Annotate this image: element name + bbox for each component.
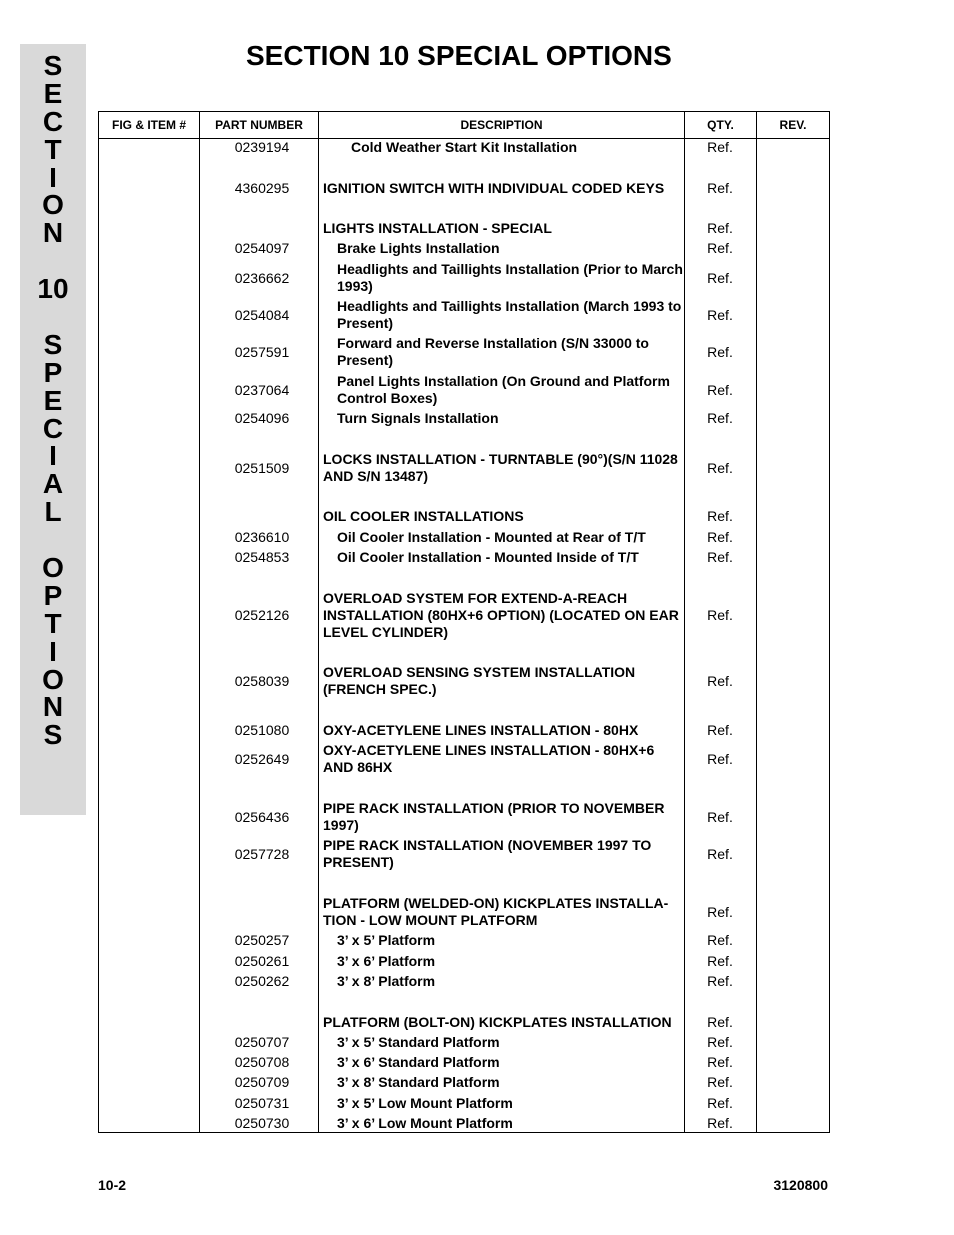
row-description: Oil Cooler Installation - Mounted at Rear of T/T	[337, 529, 646, 545]
row-qty: Ref.	[707, 1034, 733, 1050]
row-part-number: 0257728	[234, 845, 290, 862]
row-qty: Ref.	[707, 459, 733, 476]
row-description: OXY-ACETYLENE LINES INSTALLATION - 80HX	[323, 722, 639, 738]
row-description: 3’ x 5’ Standard Platform	[337, 1034, 500, 1050]
row-part-number: 0250261	[234, 953, 290, 969]
row-qty: Ref.	[707, 343, 733, 360]
row-description: OVERLOAD SYSTEM FOR EXTEND-A-REACH INSTALLATION (80HX+6 OPTION) (LOCATED ON EAR LEVEL CYLINDER)	[323, 590, 679, 640]
row-description: PLATFORM (WELDED-ON) KICKPLATES INSTALLA-TION - LOW MOUNT PLATFORM	[323, 895, 669, 928]
row-part-number: 0252126	[234, 607, 290, 623]
side-tab-letter: E	[43, 384, 63, 416]
side-tab-letter: L	[44, 496, 62, 528]
row-qty: Ref.	[707, 722, 733, 738]
row-qty: Ref.	[707, 932, 733, 948]
header-fig-item: FIG & ITEM #	[111, 118, 186, 132]
row-part-number: 0258039	[234, 672, 290, 689]
row-qty: Ref.	[707, 549, 733, 565]
row-description: PLATFORM (BOLT-ON) KICKPLATES INSTALLATION	[323, 1014, 672, 1030]
row-description: PIPE RACK INSTALLATION (PRIOR TO NOVEMBER 1997)	[323, 800, 665, 833]
row-part-number: 0254853	[234, 549, 290, 565]
side-tab-letter	[20, 247, 86, 275]
row-description: Brake Lights Installation	[337, 240, 500, 256]
side-tab-letter: I	[49, 635, 57, 667]
side-tab-letter: C	[42, 412, 64, 444]
header-rev: REV.	[779, 118, 807, 132]
column-divider	[756, 112, 757, 1132]
side-tab-letter: P	[43, 579, 63, 611]
row-part-number: 0237064	[234, 381, 290, 398]
row-description: 3’ x 5’ Low Mount Platform	[337, 1095, 513, 1111]
row-part-number: 0236662	[234, 269, 290, 286]
column-divider	[199, 112, 200, 1132]
row-description: LIGHTS INSTALLATION - SPECIAL	[323, 220, 552, 236]
side-tab-letter: S	[43, 328, 63, 360]
row-description: 3’ x 6’ Standard Platform	[337, 1054, 500, 1070]
row-qty: Ref.	[707, 180, 733, 196]
row-part-number: 0250709	[234, 1074, 290, 1090]
document-number: 3120800	[773, 1177, 828, 1193]
side-tab-letter: 10	[37, 273, 69, 305]
row-qty: Ref.	[707, 1054, 733, 1070]
row-part-number: 0250707	[234, 1034, 290, 1050]
row-qty: Ref.	[707, 808, 733, 825]
row-description: Turn Signals Installation	[337, 410, 499, 426]
row-description: Cold Weather Start Kit Installation	[351, 139, 578, 155]
side-tab-letter	[20, 303, 86, 331]
side-tab-letter: N	[42, 217, 64, 249]
row-description: 3’ x 5’ Platform	[337, 932, 436, 948]
row-qty: Ref.	[707, 750, 733, 767]
row-description: Panel Lights Installation (On Ground and Platform Control Boxes)	[337, 373, 670, 406]
row-qty: Ref.	[707, 672, 733, 689]
row-qty: Ref.	[707, 240, 733, 256]
row-qty: Ref.	[707, 973, 733, 989]
row-qty: Ref.	[707, 607, 733, 623]
side-tab-letter: I	[49, 440, 57, 472]
side-tab-letter: C	[42, 105, 64, 137]
row-description: Headlights and Taillights Installation (March 1993 to Present)	[337, 298, 682, 331]
row-qty: Ref.	[707, 1014, 733, 1030]
side-tab-letter: T	[44, 607, 62, 639]
row-description: Oil Cooler Installation - Mounted Inside of T/T	[337, 549, 639, 565]
row-description: OXY-ACETYLENE LINES INSTALLATION - 80HX+6 AND 86HX	[323, 742, 655, 775]
row-part-number: 0251080	[234, 722, 290, 738]
side-tab-letter: S	[43, 719, 63, 751]
side-tab-letter: O	[42, 552, 64, 584]
row-description: PIPE RACK INSTALLATION (NOVEMBER 1997 TO PRESENT)	[323, 837, 652, 870]
row-description: 3’ x 6’ Platform	[337, 953, 436, 969]
row-part-number: 0250708	[234, 1054, 290, 1070]
section-side-tab-text	[20, 52, 86, 749]
row-part-number: 0252649	[234, 750, 290, 767]
side-tab-letter	[20, 526, 86, 554]
row-qty: Ref.	[707, 306, 733, 323]
row-part-number: 0250257	[234, 932, 290, 948]
row-qty: Ref.	[707, 529, 733, 545]
row-qty: Ref.	[707, 845, 733, 862]
side-tab-letter: O	[42, 189, 64, 221]
side-tab-letter: E	[43, 77, 63, 109]
row-description: LOCKS INSTALLATION - TURNTABLE (90°)(S/N 11028 AND S/N 13487)	[323, 451, 678, 484]
row-part-number: 0254084	[234, 306, 290, 323]
page-title: SECTION 10 SPECIAL OPTIONS	[246, 40, 672, 71]
row-part-number: 0256436	[234, 808, 290, 825]
row-part-number: 0239194	[234, 139, 290, 155]
header-description: DESCRIPTION	[460, 118, 543, 132]
side-tab-letter: P	[43, 356, 63, 388]
row-qty: Ref.	[707, 1115, 733, 1131]
row-description: OIL COOLER INSTALLATIONS	[323, 508, 524, 524]
row-description: Headlights and Taillights Installation (Prior to March 1993)	[337, 261, 683, 294]
parts-table	[98, 111, 830, 1133]
row-description: 3’ x 8’ Platform	[337, 973, 436, 989]
row-description: OVERLOAD SENSING SYSTEM INSTALLATION (FRENCH SPEC.)	[323, 664, 636, 697]
row-description: 3’ x 8’ Standard Platform	[337, 1074, 500, 1090]
row-part-number: 0250730	[234, 1115, 290, 1131]
row-part-number: 4360295	[234, 180, 290, 196]
side-tab-letter: I	[49, 161, 57, 193]
column-divider	[318, 112, 319, 1132]
row-qty: Ref.	[707, 1095, 733, 1111]
row-part-number: 0250731	[234, 1095, 290, 1111]
header-part-number: PART NUMBER	[215, 118, 303, 132]
row-part-number: 0251509	[234, 459, 290, 476]
row-part-number: 0250262	[234, 973, 290, 989]
row-qty: Ref.	[707, 381, 733, 398]
side-tab-letter: S	[43, 50, 63, 81]
row-qty: Ref.	[707, 953, 733, 969]
side-tab-letter: N	[42, 691, 64, 723]
row-qty: Ref.	[707, 1074, 733, 1090]
row-part-number: 0236610	[234, 529, 290, 545]
row-description: 3’ x 6’ Low Mount Platform	[337, 1115, 513, 1131]
row-part-number: 0257591	[234, 343, 290, 360]
row-part-number: 0254096	[234, 410, 290, 426]
row-description: IGNITION SWITCH WITH INDIVIDUAL CODED KEYS	[323, 180, 665, 196]
row-description: Forward and Reverse Installation (S/N 33000 to Present)	[337, 335, 649, 368]
row-qty: Ref.	[707, 139, 733, 155]
row-qty: Ref.	[707, 410, 733, 426]
page-number: 10-2	[98, 1177, 127, 1193]
row-qty: Ref.	[707, 220, 733, 236]
row-part-number: 0254097	[234, 240, 290, 256]
row-qty: Ref.	[707, 508, 733, 524]
side-tab-letter: O	[42, 663, 64, 695]
side-tab-letter: T	[44, 133, 62, 165]
side-tab-letter: A	[42, 468, 64, 500]
header-qty: QTY.	[707, 118, 734, 132]
row-qty: Ref.	[707, 903, 733, 920]
row-qty: Ref.	[707, 269, 733, 286]
